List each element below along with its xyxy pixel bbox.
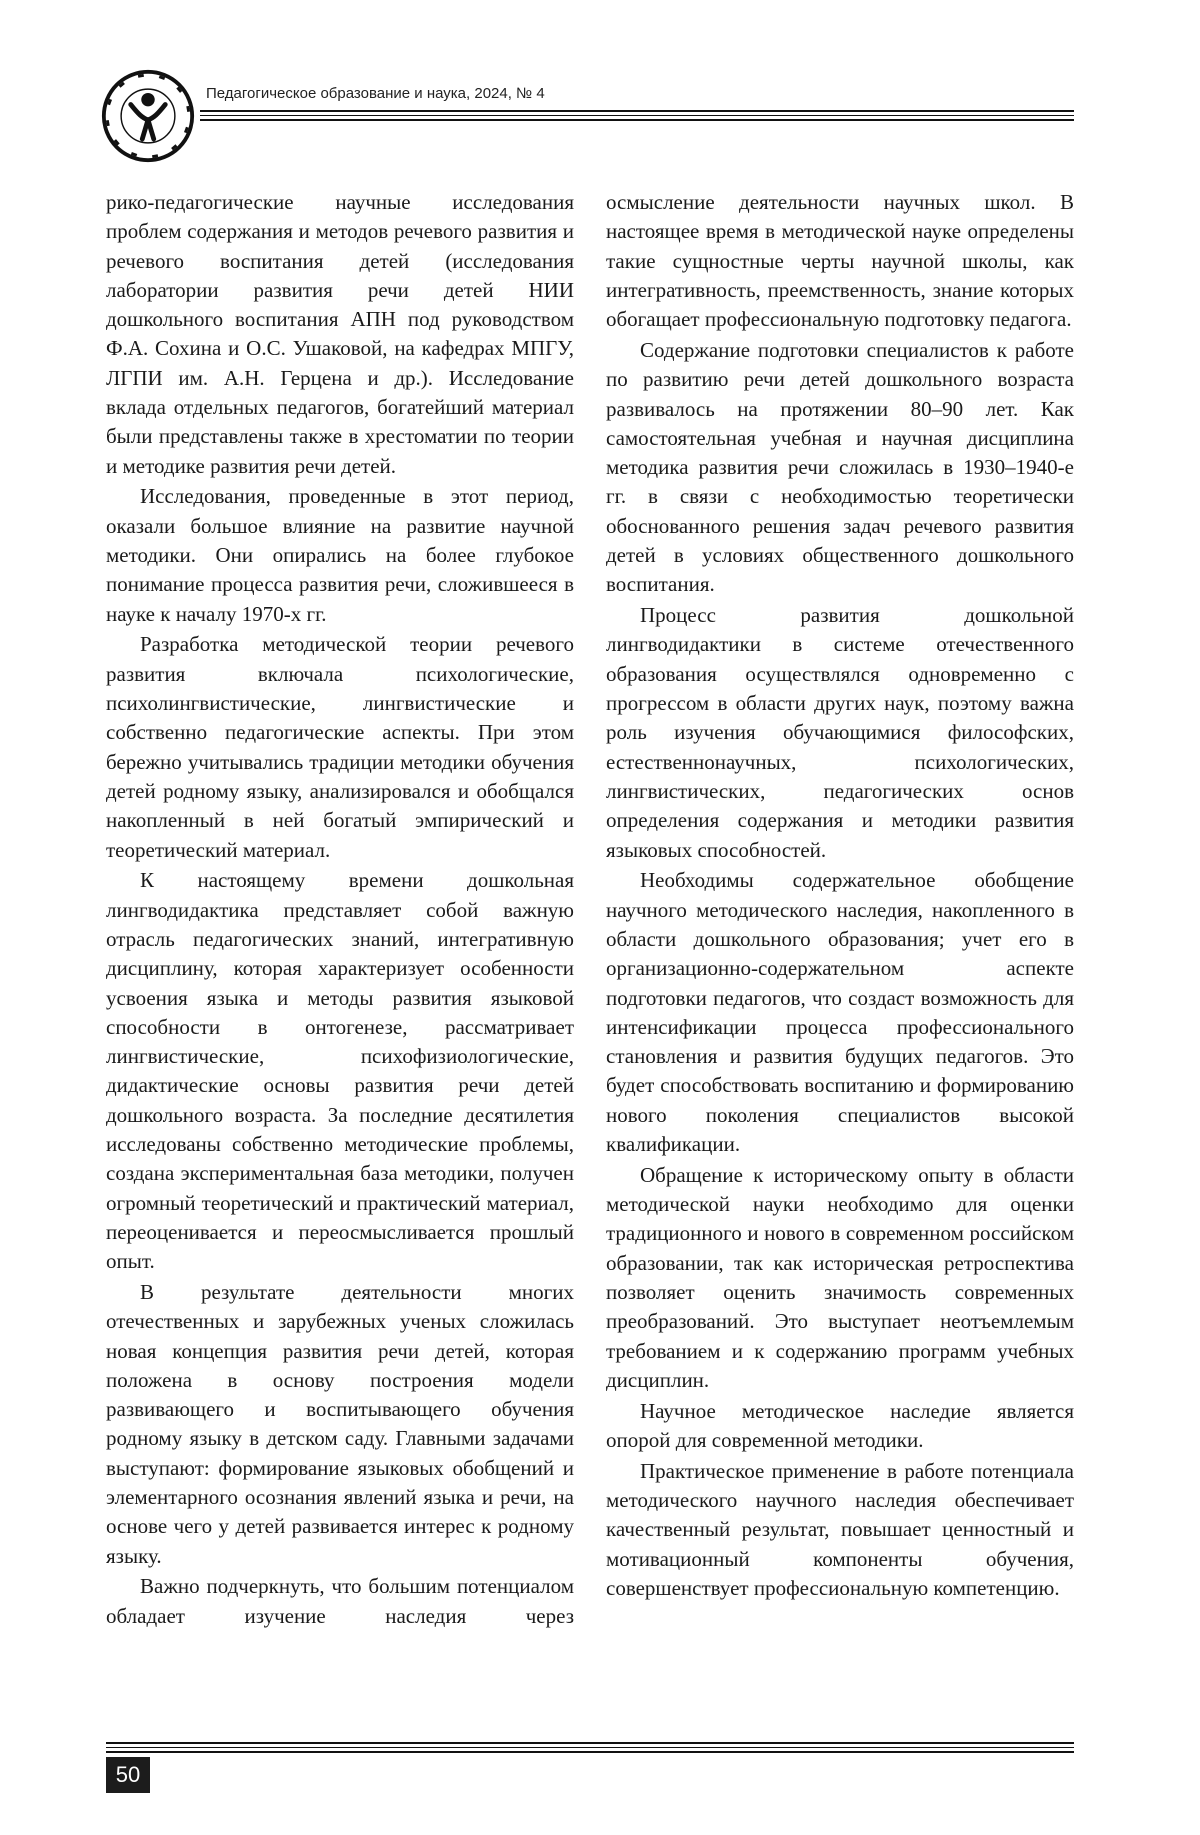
header-divider xyxy=(200,115,1074,116)
right-column xyxy=(606,188,1074,1605)
paragraph: Процесс развития дошкольной лингводидактики в системе отечественного образования осуществлялся одновременно с прогрессом в области других наук, поэтому важна роль изучения обучающимися философских, естественнонаучных, психологических, лингвистических, педагогических основ определения содержания и методики развития языковых способностей. xyxy=(606,603,1074,862)
footer-divider xyxy=(106,1747,1074,1748)
journal-title: Педагогическое образование и наука, 2024, № 4 xyxy=(206,85,545,102)
paragraph: осмысление деятельности научных школ. В настоящее время в методической науке определены такие сущностные черты научной школы, как интегративность, преемственность, знание которых обогащает профессиональную подготовку педагога. xyxy=(606,190,1074,332)
footer-divider xyxy=(106,1742,1074,1744)
paragraph: Необходимы содержательное обобщение научного методического наследия, накопленного в области дошкольного образования; учет его в организационно-содержательном аспекте подготовки педагогов, что создаст возможность для интенсификации процесса профессионального становления и развития будущих педагогов. Это будет способствовать воспитанию и формированию нового поколения специалистов высокой квалификации. xyxy=(606,868,1074,1156)
paragraph: рико-педагогические научные исследования проблем содержания и методов речевого развития и речевого воспитания детей (исследования лаборатории развития речи детей НИИ дошкольного воспитания АПН под руководством Ф.А. Сохина и О.С. Ушаковой, на кафедрах МПГУ, ЛГПИ им. А.Н. Герцена и др.). Исследование вклада отдельных педагогов, богатейший материал были представлены также в хрестоматии по теории и методике развития речи детей. xyxy=(106,190,574,478)
page-number: 50 xyxy=(106,1757,150,1793)
paragraph: Научное методическое наследие является опорой для современной методики. xyxy=(606,1398,1074,1452)
paragraph: К настоящему времени дошкольная лингводидактика представляет собой важную отрасль педагогических знаний, интегративную дисциплину, которая характеризует особенности усвоения языка и методы развития языковой способности в онтогенезе, рассматривает лингвистические, психофизиологические, дидактические основы развития речи детей дошкольного возраста. За последние десятилетия исследованы собственно методические проблемы, создана экспериментальная база методики, получен огромный теоретический и практический материал, переоценивается и переосмысливается прошлый опыт. xyxy=(106,868,574,1274)
header-divider xyxy=(200,110,1074,112)
journal-logo-icon xyxy=(100,68,196,164)
page-header xyxy=(100,60,1080,170)
paragraph: Разработка методической теории речевого развития включала психологические, психолингвистические, лингвистические и собственно педагогические аспекты. При этом бережно учитывались традиции методики обучения детей родному языку, анализировался и обобщался накопленный в ней богатый эмпирический и теоретический материал. xyxy=(106,632,574,862)
left-column xyxy=(106,188,574,1633)
article-body xyxy=(106,188,1074,1728)
footer-divider xyxy=(106,1751,1074,1753)
paragraph: Обращение к историческому опыту в области методической науки необходимо для оценки традиционного и нового в современном российском образовании, так как историческая ретроспектива позволяет оценить значимость современных преобразований. Это выступает неотъемлемым требованием и к содержанию программ учебных дисциплин. xyxy=(606,1162,1074,1392)
paragraph: Исследования, проведенные в этот период, оказали большое влияние на развитие научной методики. Они опирались на более глубокое понимание процесса развития речи, сложившееся в науке к началу 1970-х гг. xyxy=(106,484,574,626)
paragraph: Важно подчеркнуть, что большим потенциалом обладает изучение наследия через xyxy=(106,1574,574,1628)
paragraph: Практическое применение в работе потенциала методического научного наследия обеспечивает качественный результат, повышает ценностный и мотивационный компоненты обучения, совершенствует профессиональную компетенцию. xyxy=(606,1458,1074,1600)
paragraph: Содержание подготовки специалистов к работе по развитию речи детей дошкольного возраста развивалось на протяжении 80–90 лет. Как самостоятельная учебная и научная дисциплина методика развития речи сложилась в 1930–1940-е гг. в связи с необходимостью теоретически обоснованного решения задач речевого развития детей в условиях общественного дошкольного воспитания. xyxy=(606,337,1074,597)
paragraph: В результате деятельности многих отечественных и зарубежных ученых сложилась новая концепция развития речи детей, которая положена в основу построения модели развивающего и воспитывающего обучения родному языку в детском саду. Главными задачами выступают: формирование языковых обобщений и элементарного осознания явлений языка и речи, на основе чего у детей развивается интерес к родному языку. xyxy=(106,1279,574,1568)
header-divider xyxy=(200,119,1074,121)
